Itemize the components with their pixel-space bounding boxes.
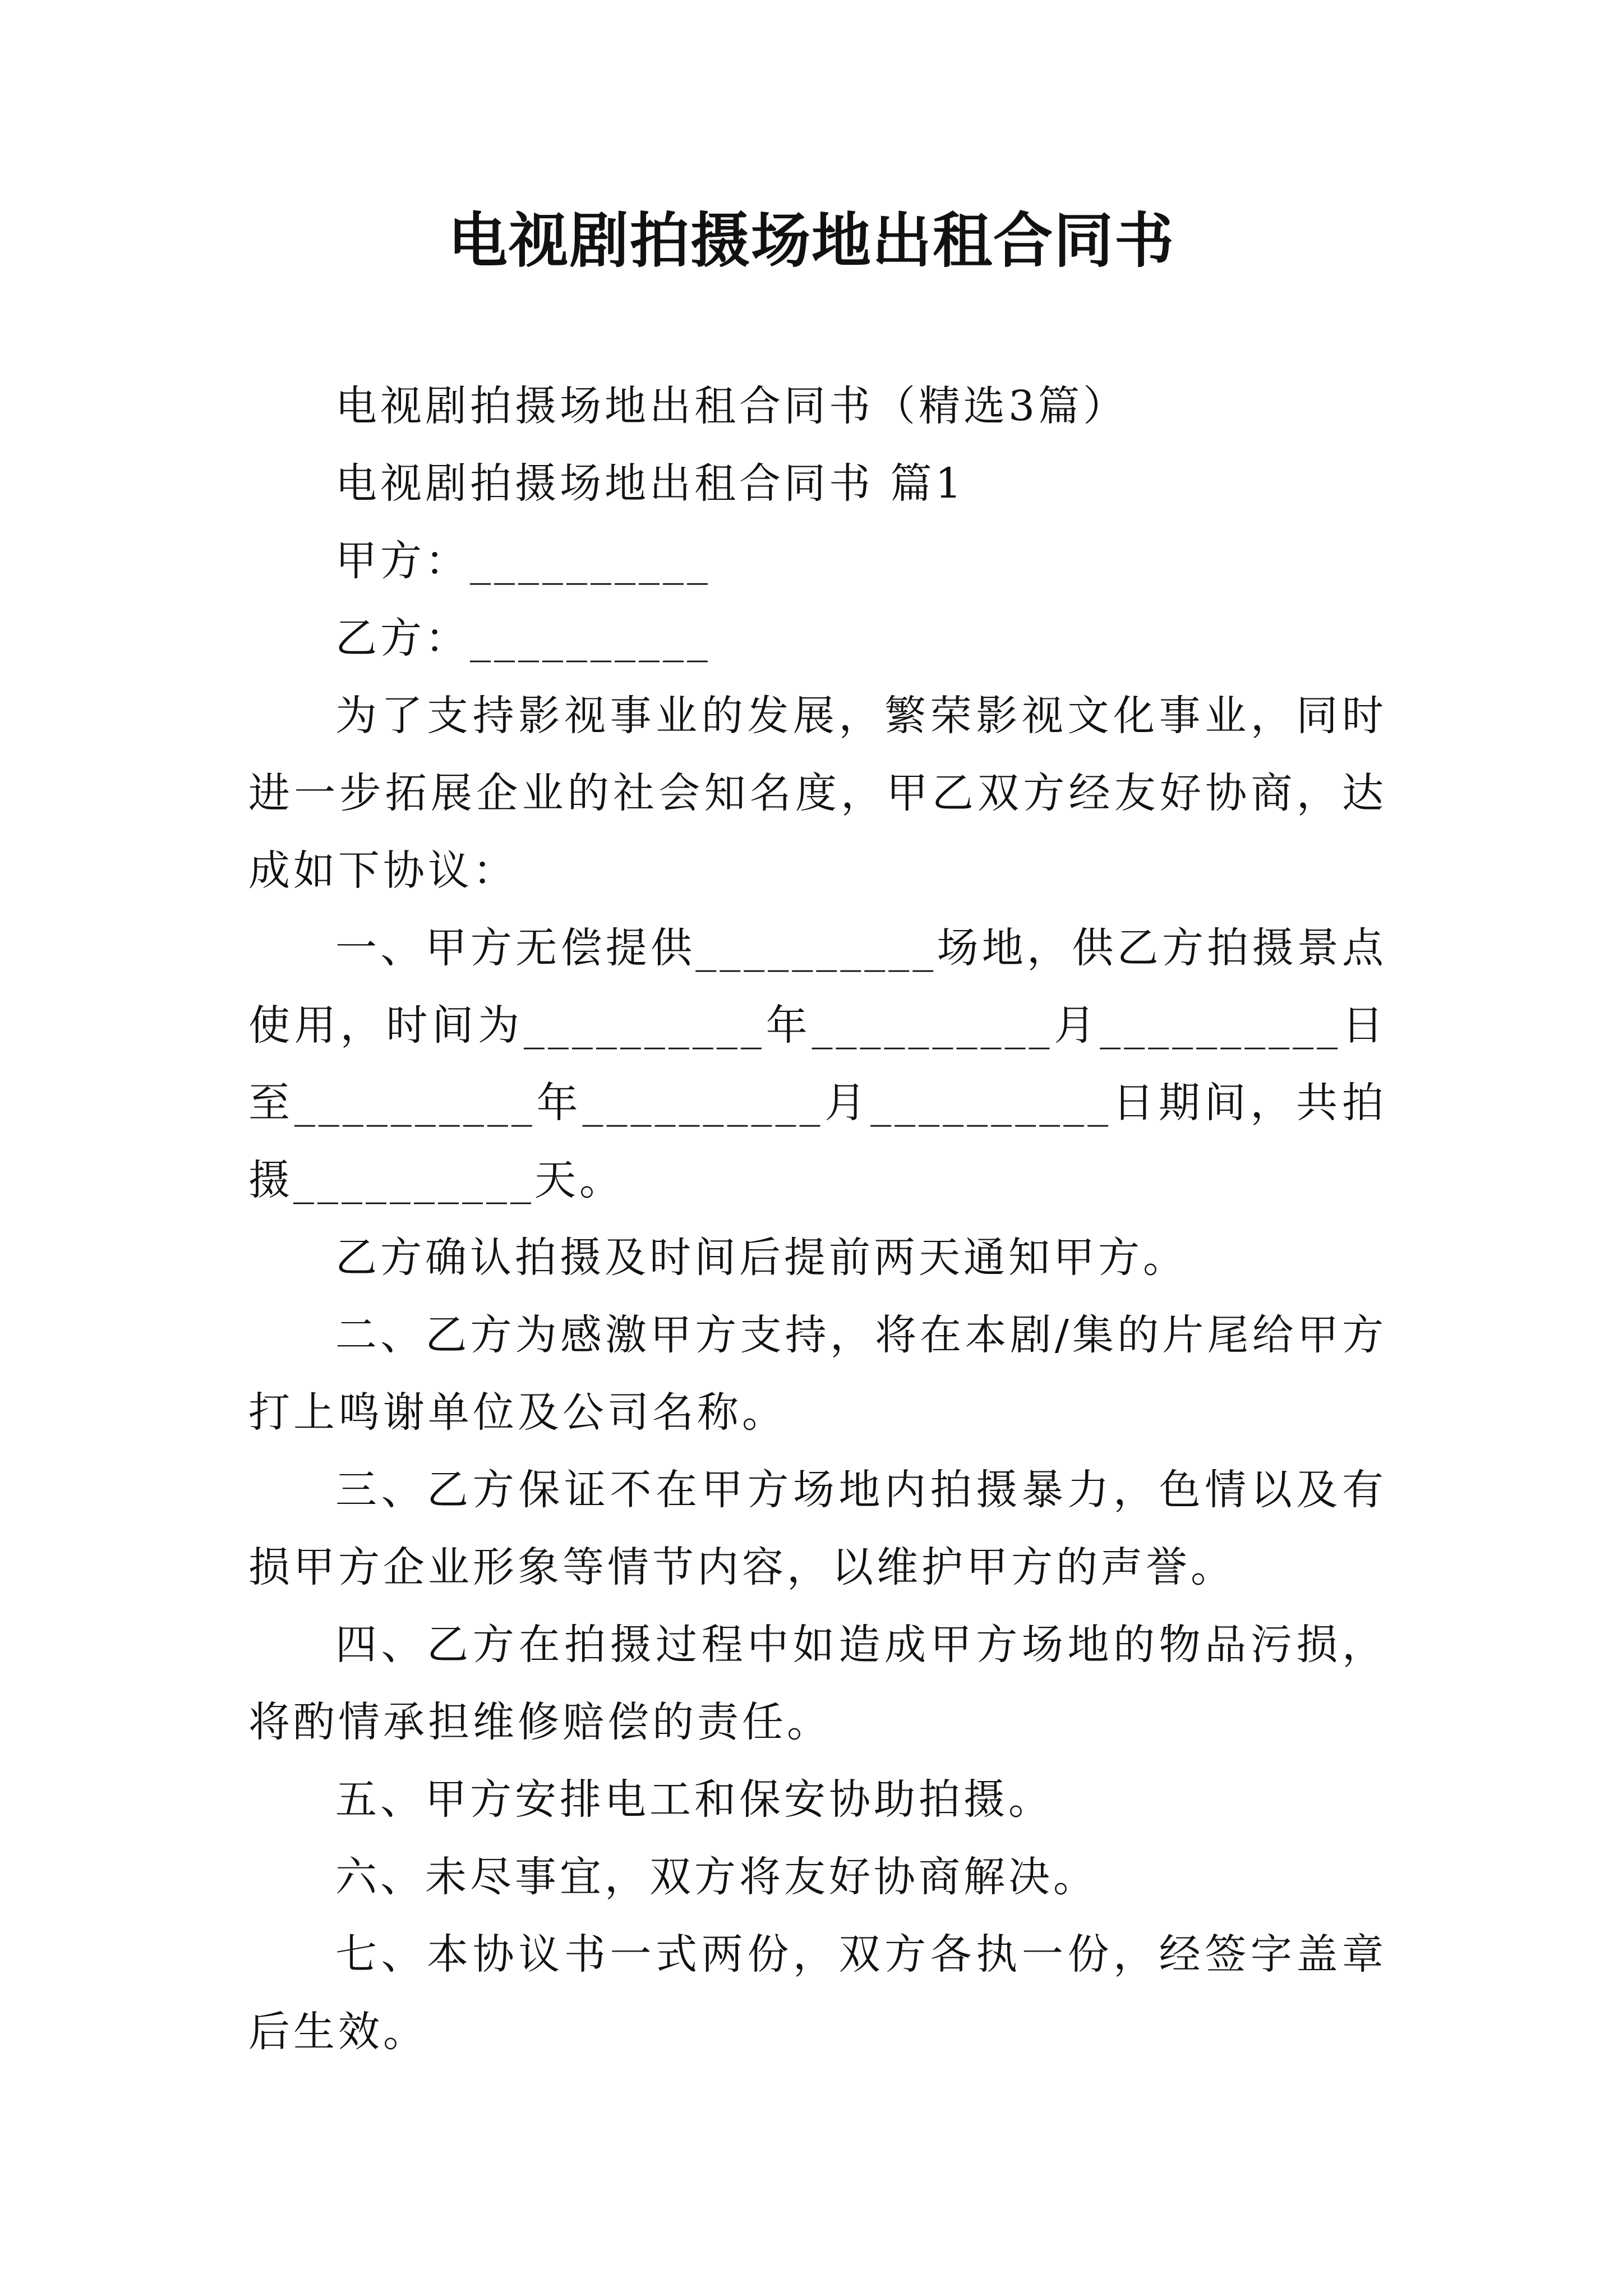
paragraph-clause-4: 四、乙方在拍摄过程中如造成甲方场地的物品污损，将酌情承担维修赔偿的责任。 (248, 1621, 1387, 1746)
paragraph-clause-7: 七、本协议书一式两份，双方各执一份，经签字盖章后生效。 (248, 1930, 1387, 2056)
paragraph-clause-1: 一、甲方无偿提供__________场地，供乙方拍摄景点使用，时间为__________年__________月__________日至__________年__________月__________日期间，共拍摄__________天。 (248, 924, 1387, 1204)
document-body (248, 367, 1387, 2070)
paragraph-notice: 乙方确认拍摄及时间后提前两天通知甲方。 (335, 1234, 1188, 1282)
paragraph-clause-2: 二、乙方为感激甲方支持，将在本剧/集的片尾给甲方打上鸣谢单位及公司名称。 (248, 1311, 1387, 1437)
paragraph-party-b: 乙方：__________ (335, 614, 711, 662)
paragraph-section-heading: 电视剧拍摄场地出租合同书 篇1 (335, 459, 965, 508)
paragraph-party-a: 甲方：__________ (335, 537, 711, 585)
paragraph-subtitle: 电视剧拍摄场地出租合同书（精选3篇） (335, 382, 1128, 430)
paragraph-clause-5: 五、甲方安排电工和保安协助拍摄。 (335, 1775, 1053, 1824)
document-title: 电视剧拍摄场地出租合同书 (448, 206, 1175, 275)
paragraph-preamble: 为了支持影视事业的发展，繁荣影视文化事业，同时进一步拓展企业的社会知名度，甲乙双方经友好协商，达成如下协议： (248, 692, 1387, 895)
paragraph-clause-6: 六、未尽事宜，双方将友好协商解决。 (335, 1853, 1098, 1901)
paragraph-clause-3: 三、乙方保证不在甲方场地内拍摄暴力，色情以及有损甲方企业形象等情节内容，以维护甲方的声誉。 (248, 1466, 1387, 1591)
